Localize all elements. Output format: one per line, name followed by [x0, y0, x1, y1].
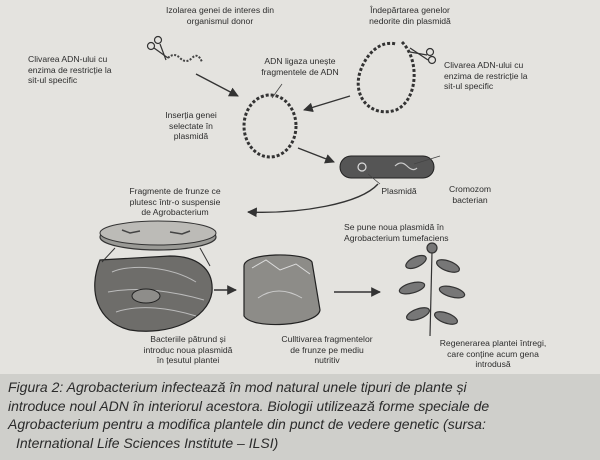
label-cleave-right: Clivarea ADN-ului cu enzima de restricție la sit-ul specific: [444, 60, 528, 91]
culture-dish: [244, 255, 320, 325]
figure-caption: [8, 378, 594, 452]
label-plasmid: Plasmidă: [381, 186, 417, 196]
label-bacteria-enter: Bacteriile pătrund și introduc noua plasmidă în țesutul plantei: [143, 334, 233, 365]
caption-line-3: Agrobacterium pentru a modifica plantele din punct de vedere genetic (sursa:: [8, 416, 486, 432]
label-ligase: ADN ligaza unește fragmentele de ADN: [261, 56, 339, 77]
plasmid-center: [244, 95, 296, 157]
label-isolate-gene: Izolarea genei de interes din organismul donor: [166, 5, 274, 26]
leaf-tissue-magnified: [95, 248, 212, 331]
bacterium: [340, 156, 434, 178]
label-insert-gene: Inserția genei selectate în plasmidă: [165, 110, 217, 141]
plasmid-open-right: [358, 42, 414, 112]
label-new-plasmid: Se pune noua plasmidă în Agrobacterium tumefaciens: [344, 222, 449, 243]
label-cleave-left: Clivarea ADN-ului cu enzima de restricție la sit-ul specific: [28, 54, 112, 85]
caption-line-1: Figura 2: Agrobacterium infectează în mod natural unele tipuri de plante și: [8, 379, 467, 395]
label-leaf-fragments: Fragmente de frunze ce plutesc într-o suspensie de Agrobacterium: [129, 186, 221, 217]
caption-line-2: introduce noul ADN în interiorul acestora. Biologii utilizează forme speciale de: [8, 397, 490, 414]
dna-fragment-left: [168, 55, 202, 62]
label-regeneration: Regenerarea plantei întregi, care conține acum gena introdusă: [439, 338, 547, 369]
label-chromosome: Cromozom bacterian: [448, 184, 492, 205]
label-culture: Culltivarea fragmentelor de frunze pe mediu nutritiv: [281, 334, 373, 365]
caption-line-4: International Life Sciences Institute – ILSI): [16, 434, 279, 451]
label-remove-genes: Îndepărtarea genelor nedorite din plasmidă: [369, 5, 451, 26]
scissors-left-icon: [148, 37, 169, 61]
petri-dish: [100, 221, 216, 250]
regenerated-plant: [398, 243, 466, 336]
